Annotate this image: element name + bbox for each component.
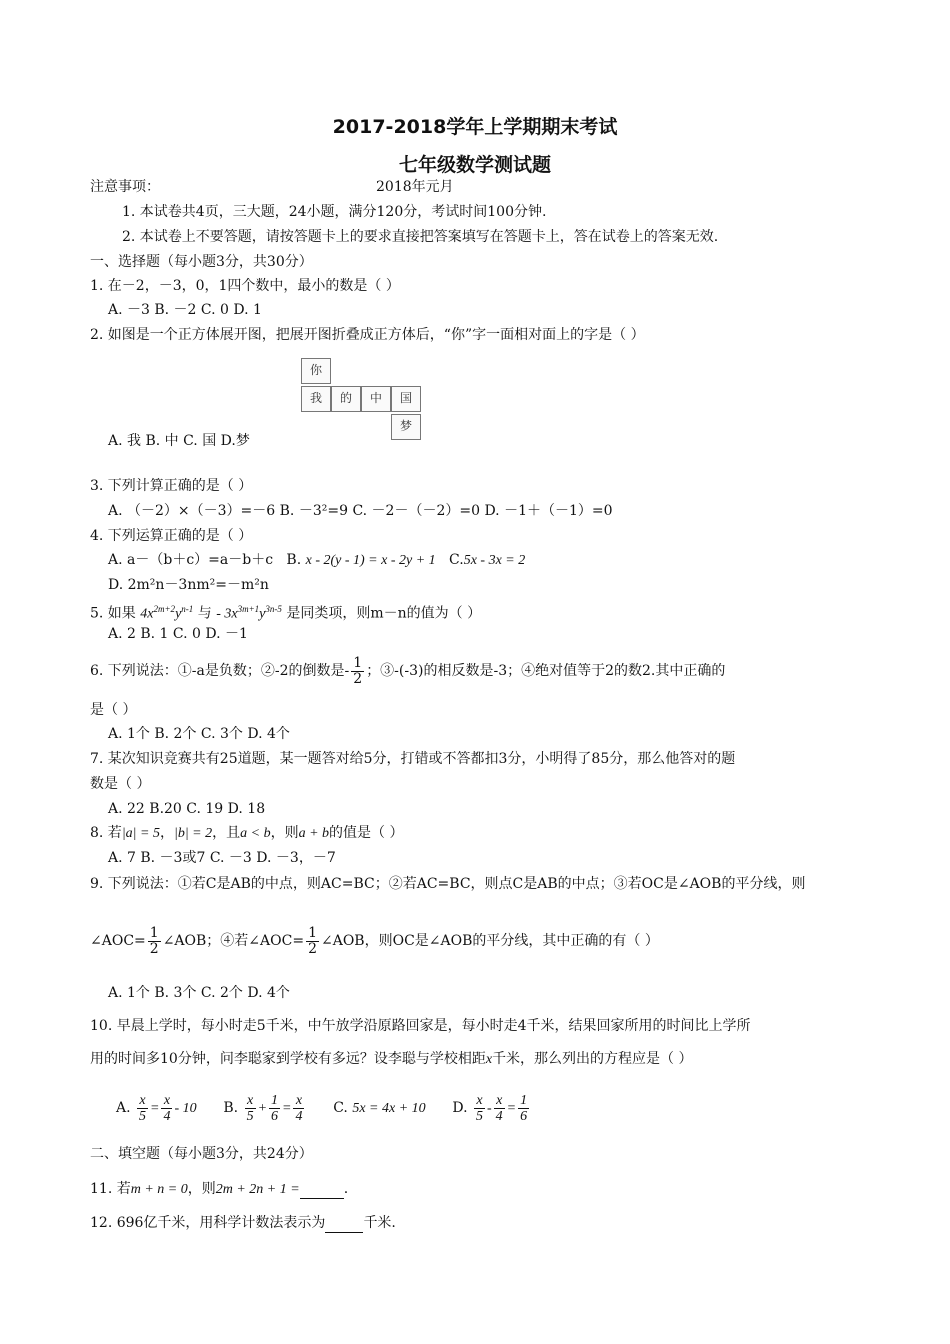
q9-frac1-den: 2 [149,940,159,957]
question-5-options: A. 2 B. 1 C. 0 D. －1 [108,626,248,642]
q4-option-d: D. 2m²n－3nm²=－m²n [108,577,269,593]
q4-option-c: 5x - 3x = 2 [463,553,526,568]
q10-b-d3: 4 [295,1108,303,1124]
net-cell-wo: 我 [301,386,331,412]
q10-d-frac3 [518,1093,529,1124]
net-cell-ni: 你 [301,358,331,384]
q10-d-n2: x [494,1093,505,1109]
notice-label: 注意事项： [90,179,160,195]
section-heading-choice: 一、选择题（每小题3分，共30分） [90,254,313,270]
q10-a-eq: = [150,1101,160,1116]
question-3-options: A. （－2）×（－3）=－6 B. －3²=9 C. －2－（－2）=0 D. －1＋（－1）=0 [108,503,613,519]
q10-b-frac1 [245,1093,256,1124]
q5-suffix: 是同类项，则m－n的值为（ ） [286,605,482,622]
question-2: 2. 如图是一个正方体展开图，把展开图折叠成正方体后，“你”字一面相对面上的字是（ ） [90,327,645,343]
q8-prefix: 8. 若 [90,825,122,841]
q11-answer-blank [300,1180,344,1199]
q10-part-a: 用的时间多10分钟，问李聪家到学校有多远？设李聪与学校相距 [90,1051,486,1067]
q4-option-c-label: C. [449,552,464,568]
q5-mid: 与 [197,605,212,622]
q8-sep1: ， [159,825,174,841]
q5-exp1-y: n-1 [181,604,194,614]
q10-variable: x [485,1052,493,1067]
q4-option-b-label: B. [286,552,302,568]
q10-b-eq: = [282,1101,292,1116]
q6-suffix: ；③-(-3)的相反数是-3；④绝对值等于2的数2.其中正确的 [366,663,726,679]
q10-b-n1: x [245,1093,256,1109]
q8-sep3: ，则 [270,825,299,841]
q9-part-b: ∠AOB；④若∠AOC= [162,933,305,949]
question-7: 7. 某次知识竞赛共有25道题，某一题答对给5分，打错或不答都扣3分，小明得了85分，那么他答对的题 [90,751,736,767]
question-10-options [116,1090,531,1127]
q5-term2: - 3x [216,606,238,622]
question-5 [90,600,481,624]
question-8-options: A. 7 B. －3或7 C. －3 D. －3，－7 [108,850,336,866]
net-cell-zhong: 中 [361,386,391,412]
question-10-line2 [90,1050,693,1069]
exam-title: 2017-2018学年上学期期末考试 [332,116,618,138]
q10-a-label: A. [116,1100,131,1116]
q6-frac-den: 2 [353,670,363,687]
question-1: 1. 在－2，－3，0，1四个数中，最小的数是（ ） [90,278,400,294]
q10-b-frac2 [269,1093,280,1124]
q9-part-a: ∠AOC= [90,933,146,949]
question-7-line2: 数是（ ） [90,776,151,792]
question-9-options: A. 1个 B. 3个 C. 2个 D. 4个 [108,985,290,1001]
question-9-line2 [90,925,659,957]
q10-d-frac2 [494,1093,505,1124]
q6-frac-num: 1 [353,654,363,671]
q9-frac2-den: 2 [308,940,317,957]
q10-a-n1: x [137,1093,148,1109]
question-7-options: A. 22 B.20 C. 19 D. 18 [108,801,266,817]
q9-frac1-num: 1 [149,924,159,941]
q10-d-n3: 1 [520,1092,528,1108]
exam-date: 2018年元月 [376,179,454,195]
q10-c-expr: 5x = 4x + 10 [352,1101,426,1116]
q10-a-frac1 [137,1093,148,1124]
q8-cond-ab: a < b [240,826,271,841]
q8-cond-b: |b| = 2 [173,826,213,841]
q10-a-tail: - 10 [174,1101,197,1116]
question-4: 4. 下列运算正确的是（ ） [90,528,253,544]
q8-sum: a + b [298,826,330,841]
q6-prefix: 6. 下列说法：①-a是负数；②-2的倒数是- [90,663,350,679]
section-heading-fill: 二、填空题（每小题3分，共24分） [90,1146,313,1162]
q5-term1: 4x [140,606,154,622]
q9-fraction-2 [306,926,319,957]
question-8 [90,824,403,843]
q10-b-n3: x [293,1093,304,1109]
q10-d-label: D. [452,1100,468,1116]
q11-cond: m + n = 0 [130,1182,188,1197]
q11-expr: 2m + 2n + 1 = [215,1182,300,1197]
q5-term2-y: y [259,606,266,622]
question-6 [90,655,725,687]
q10-b-d2: 6 [271,1108,279,1124]
q9-frac2-num: 1 [308,924,317,941]
q10-a-d2: 4 [163,1108,171,1124]
notice-item-2: 2. 本试卷上不要答题，请按答题卡上的要求直接把答案填写在答题卡上，答在试卷上的答案无效. [122,229,719,245]
question-2-options: A. 我 B. 中 C. 国 D.梦 [108,433,250,449]
q10-a-n2: x [161,1093,172,1109]
question-4-options [108,551,525,570]
net-cell-meng: 梦 [391,414,421,440]
q10-a-frac2 [161,1093,172,1124]
q10-d-d3: 6 [520,1108,528,1124]
q12-answer-blank [325,1214,363,1233]
net-cell-de: 的 [331,386,361,412]
q10-part-b: 千米，那么列出的方程应是（ ） [492,1051,693,1067]
question-11 [90,1180,348,1199]
q10-d-frac1 [474,1093,485,1124]
q10-d-d1: 5 [476,1108,483,1124]
q12-suffix: 千米. [363,1215,396,1231]
q10-d-op: - [487,1101,492,1116]
q8-suffix: 的值是（ ） [329,825,404,841]
q10-b-frac3 [293,1093,304,1124]
q10-b-n2: 1 [271,1092,279,1108]
question-12 [90,1214,396,1233]
q10-d-d2: 4 [495,1108,503,1124]
q5-exp2: 3m+1 [237,604,260,614]
q8-cond-a: |a| = 5 [121,826,160,841]
q10-option-b [223,1092,311,1124]
q8-sep2: ，且 [212,825,241,841]
q10-b-d1: 5 [246,1108,254,1124]
q9-fraction-1 [148,926,161,957]
q5-exp2-y: 3n-5 [265,604,282,614]
question-6-line2: 是（ ） [90,702,137,718]
question-9: 9. 下列说法：①若C是AB的中点，则AC=BC；②若AC=BC，则点C是AB的中点；③若OC是∠AOB的平分线，则 [90,876,806,892]
q10-d-n1: x [474,1093,485,1109]
q10-b-op: + [257,1101,268,1116]
q10-a-d1: 5 [139,1108,147,1124]
net-cell-guo: 国 [391,386,421,412]
question-3: 3. 下列计算正确的是（ ） [90,478,253,494]
question-6-options: A. 1个 B. 2个 C. 3个 D. 4个 [108,726,290,742]
notice-item-1: 1. 本试卷共4页，三大题，24小题，满分120分，考试时间100分钟. [122,204,547,220]
q10-d-eq: = [506,1101,517,1116]
q11-suffix: . [343,1181,349,1197]
q5-prefix: 5. 如果 [90,605,136,622]
q11-mid: ，则 [187,1181,216,1197]
q10-c-label: C. [333,1100,348,1116]
q12-prefix: 12. 696亿千米，用科学计数法表示为 [90,1215,326,1231]
q10-option-d [452,1092,531,1124]
q9-part-c: ∠AOB，则OC是∠AOB的平分线，其中正确的有（ ） [320,933,659,949]
exam-subtitle: 七年级数学测试题 [398,154,551,176]
question-1-options: A. －3 B. －2 C. 0 D. 1 [108,302,262,318]
q5-term1-y: y [175,606,182,622]
q10-b-label: B. [223,1100,239,1116]
q10-option-c [333,1100,430,1116]
q11-prefix: 11. 若 [90,1181,131,1197]
q10-option-a [116,1092,201,1124]
question-10: 10. 早晨上学时，每小时走5千米，中午放学沿原路回家是，每小时走4千米，结果回家所用的时间比上学所 [90,1018,751,1034]
q5-exp1: 2m+2 [153,604,176,614]
q4-option-a: A. a－（b＋c）=a－b＋c [108,552,274,568]
q6-fraction [351,656,364,687]
q4-option-b: x - 2(y - 1) = x - 2y + 1 [305,553,436,568]
